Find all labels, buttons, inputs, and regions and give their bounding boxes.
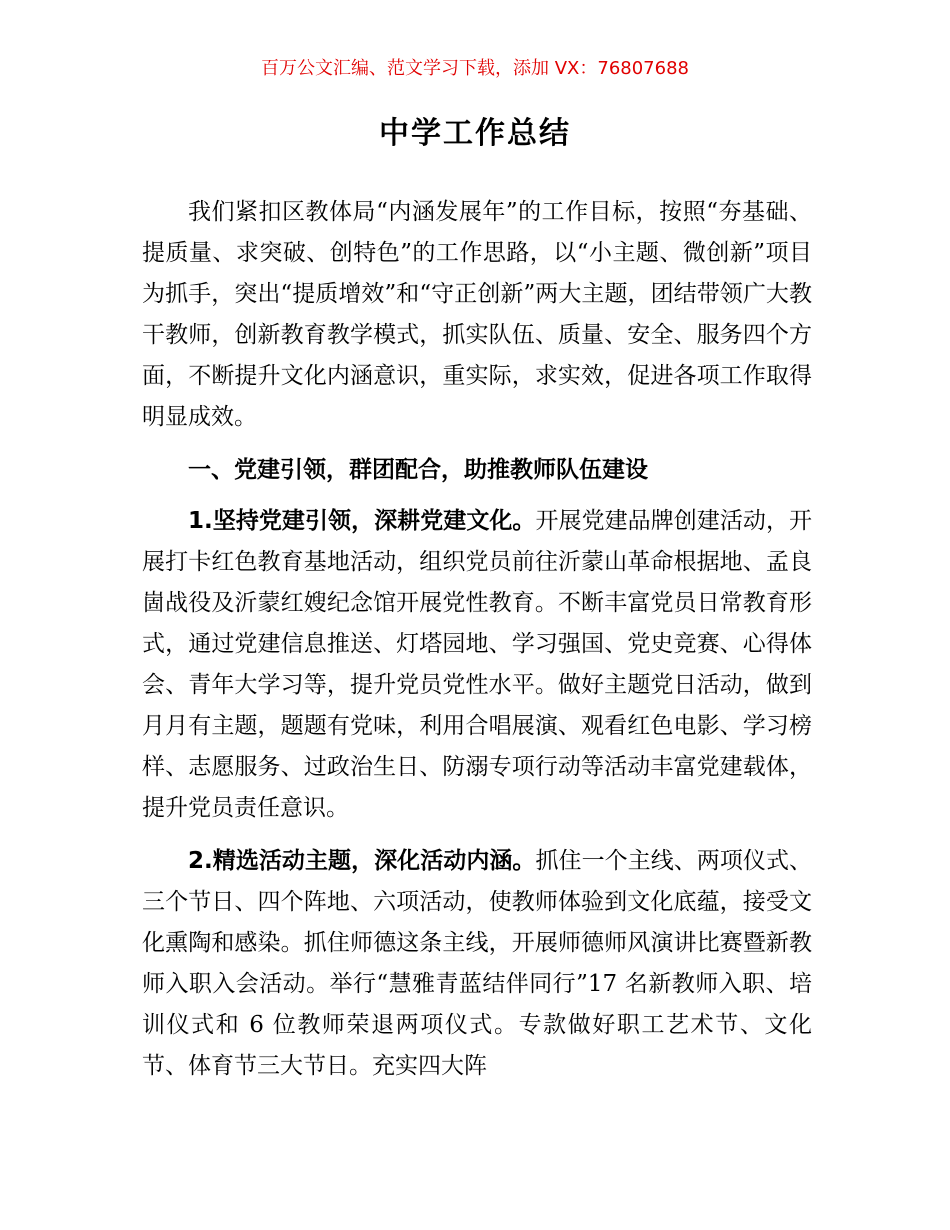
- item-1-text: 开展党建品牌创建活动，开展打卡红色教育基地活动，组织党员前往沂蒙山革命根据地、孟良崮战役及沂蒙红嫂纪念馆开展党性教育。不断丰富党员日常教育形式，通过党建信息推送、灯塔园地、学习强国、党史竞赛、心得体会、青年大学习等，提升党员党性水平。做好主题党日活动，做到月月有主题，题题有党味，利用合唱展演、观看红色电影、学习榜样、志愿服务、过政治生日、防溺专项行动等活动丰富党建载体，提升党员责任意识。: [142, 508, 812, 821]
- item-1-lead: 1.坚持党建引领，深耕党建文化。: [188, 508, 536, 534]
- item-2-lead: 2.精选活动主题，深化活动内涵。: [188, 848, 536, 874]
- section-heading: 一、党建引领，群团配合，助推教师队伍建设: [188, 457, 648, 483]
- intro-paragraph: 我们紧扣区教体局“内涵发展年”的工作目标，按照“夯基础、提质量、求突破、创特色”的工作思路，以“小主题、微创新”项目为抓手，突出“提质增效”和“守正创新”两大主题，团结带领广大教干教师，创新教育教学模式，抓实队伍、质量、安全、服务四个方面，不断提升文化内涵意识，重实际，求实效，促进各项工作取得明显成效。: [142, 199, 812, 430]
- paragraph-item-2: [142, 841, 812, 1087]
- document-body: [142, 192, 812, 1099]
- item-2-text: 抓住一个主线、两项仪式、三个节日、四个阵地、六项活动，使教师体验到文化底蕴，接受文化熏陶和感染。抓住师德这条主线，开展师德师风演讲比赛暨新教师入职入会活动。举行“慧雅青蓝结伴同行”17 名新教师入职、培训仪式和 6 位教师荣退两项仪式。专款做好职工艺术节、文化节、体育节三大节日。充实四大阵: [142, 848, 812, 1079]
- page-title: 中学工作总结: [379, 116, 571, 151]
- header-contact-note: 百万公文汇编、范文学习下载，添加 VX：76807688: [261, 58, 689, 79]
- paragraph-item-1: [142, 501, 812, 829]
